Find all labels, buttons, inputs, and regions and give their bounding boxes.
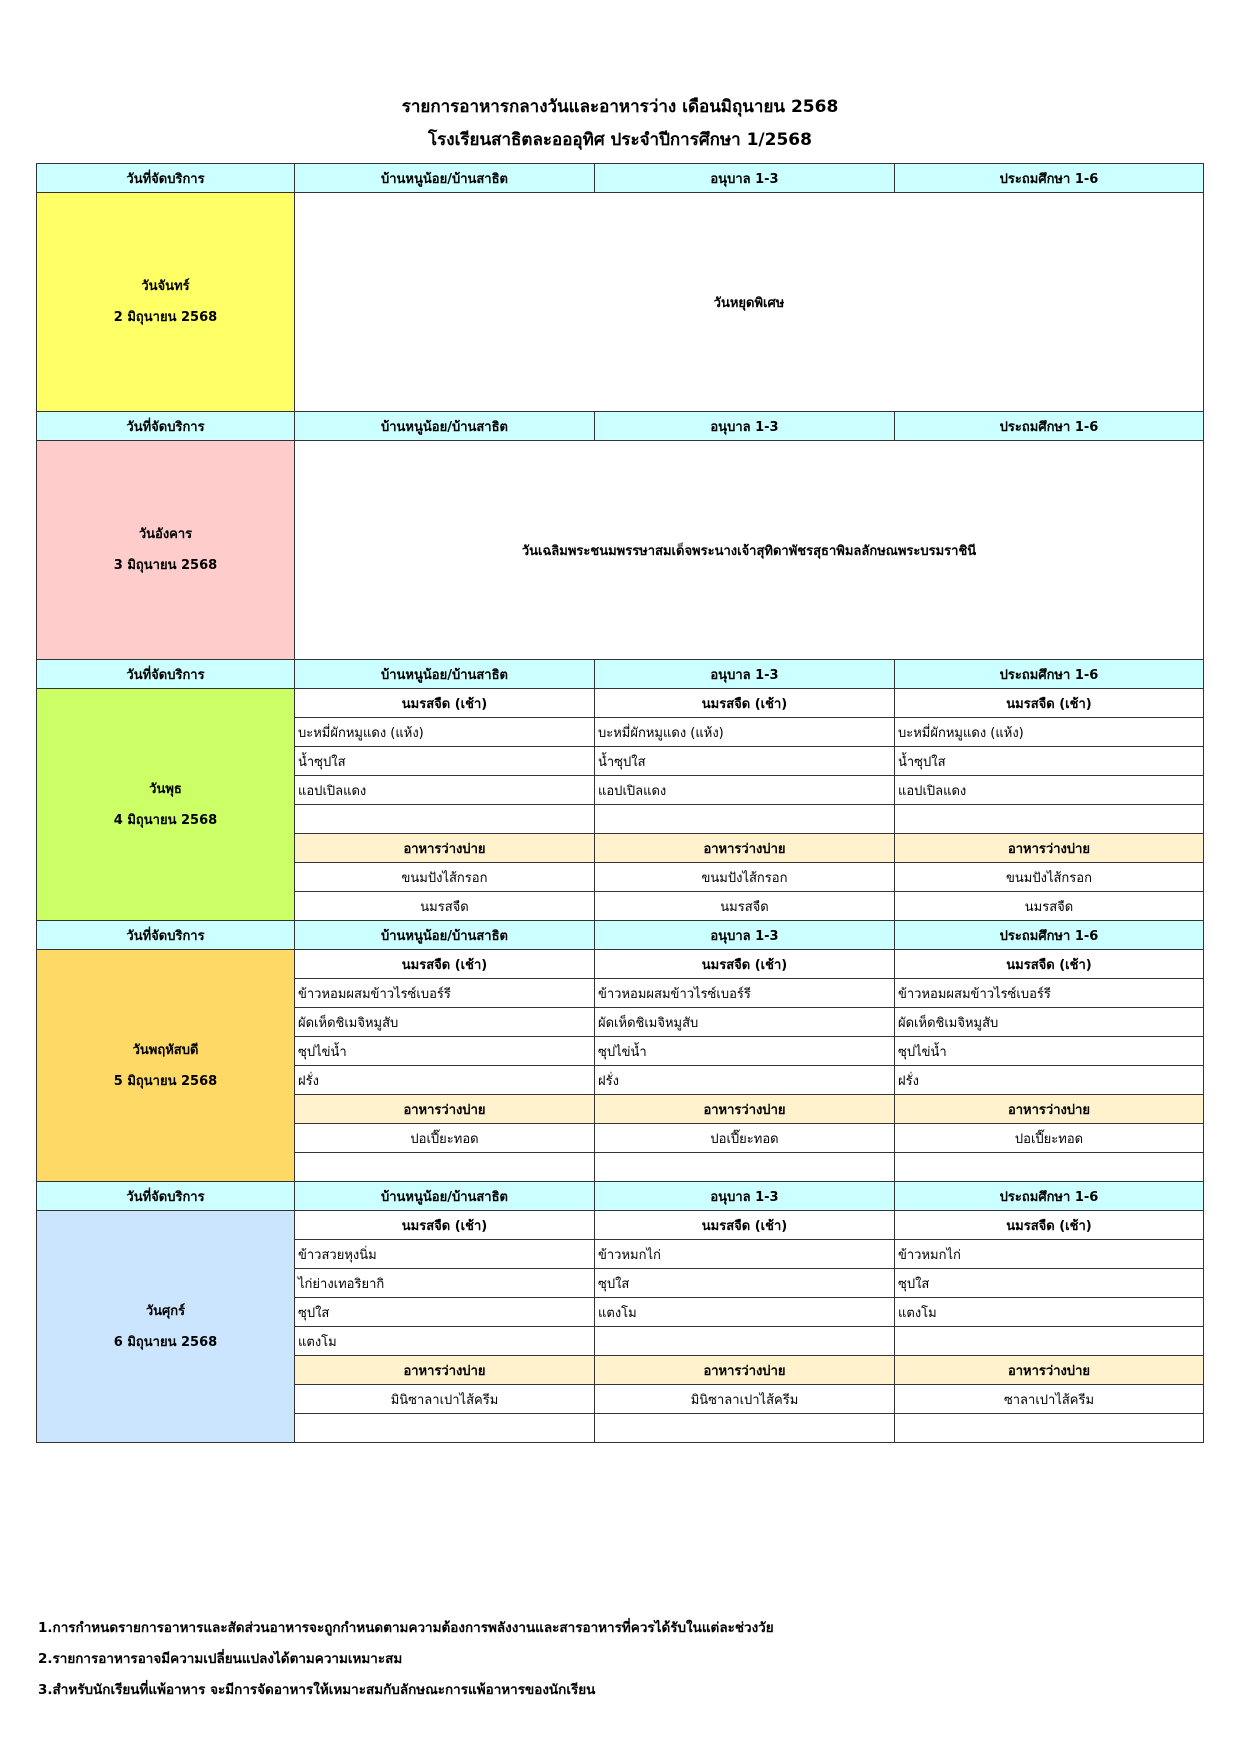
day-date: 4 มิถุนายน 2568	[113, 812, 218, 828]
lunch-item: ข้าวหมกไก่	[895, 1240, 1204, 1269]
header-col-3: ประถมศึกษา 1-6	[895, 1182, 1204, 1211]
header-row	[37, 1182, 1204, 1211]
lunch-item: บะหมี่ผักหมูแดง (แห้ง)	[295, 718, 595, 747]
lunch-item: ผัดเห็ดชิเมจิหมูสับ	[295, 1008, 595, 1037]
snack-item	[895, 1153, 1204, 1182]
lunch-menu-body	[37, 164, 1204, 1443]
lunch-item: ไก่ย่างเทอริยากิ	[295, 1269, 595, 1298]
day-name: วันพุธ	[149, 781, 182, 797]
lunch-item: ข้าวหอมผสมข้าวไรซ์เบอร์รี	[295, 979, 595, 1008]
lunch-item: แตงโม	[595, 1298, 895, 1327]
header-date: วันที่จัดบริการ	[37, 921, 295, 950]
page-title: รายการอาหารกลางวันและอาหารว่าง เดือนมิถุนายน 2568	[401, 97, 839, 117]
header-date: วันที่จัดบริการ	[37, 660, 295, 689]
header-col-2: อนุบาล 1-3	[595, 164, 895, 193]
lunch-item: น้ำซุปใส	[595, 747, 895, 776]
lunch-item	[895, 1327, 1204, 1356]
snack-item	[895, 1414, 1204, 1443]
day-cell-tuesday	[37, 441, 295, 660]
lunch-item: ซุปใส	[295, 1298, 595, 1327]
lunch-item: แอปเปิลแดง	[895, 776, 1204, 805]
lunch-item: ผัดเห็ดชิเมจิหมูสับ	[595, 1008, 895, 1037]
lunch-menu-table	[36, 163, 1204, 1443]
snack-item: ซาลาเปาไส้ครีม	[895, 1385, 1204, 1414]
snack-label: อาหารว่างบ่าย	[595, 1356, 895, 1385]
snack-item: นมรสจืด	[895, 892, 1204, 921]
note-item: 2.รายการอาหารอาจมีความเปลี่ยนแปลงได้ตามความเหมาะสม	[38, 1651, 403, 1667]
milk-morning-label: นมรสจืด (เช้า)	[295, 689, 595, 718]
lunch-item: ซุปใส	[595, 1269, 895, 1298]
header-col-2: อนุบาล 1-3	[595, 660, 895, 689]
header-row	[37, 164, 1204, 193]
snack-item	[595, 1414, 895, 1443]
milk-morning-label: นมรสจืด (เช้า)	[595, 1211, 895, 1240]
day-date: 5 มิถุนายน 2568	[113, 1073, 218, 1089]
day-name: วันอังคาร	[138, 527, 193, 542]
snack-item	[295, 1153, 595, 1182]
lunch-item	[595, 1327, 895, 1356]
snack-item: ขนมปังไส้กรอก	[595, 863, 895, 892]
header-col-3: ประถมศึกษา 1-6	[895, 660, 1204, 689]
lunch-item: แตงโม	[295, 1327, 595, 1356]
lunch-item: แตงโม	[895, 1298, 1204, 1327]
header-col-1: บ้านหนูน้อย/บ้านสาธิต	[295, 164, 595, 193]
lunch-item: ข้าวหอมผสมข้าวไรซ์เบอร์รี	[895, 979, 1204, 1008]
lunch-item: ข้าวหมกไก่	[595, 1240, 895, 1269]
snack-item: ปอเปี๊ยะทอด	[895, 1124, 1204, 1153]
day-name: วันศุกร์	[145, 1303, 186, 1319]
lunch-item: แอปเปิลแดง	[295, 776, 595, 805]
header-col-2: อนุบาล 1-3	[595, 921, 895, 950]
milk-morning-label: นมรสจืด (เช้า)	[895, 1211, 1204, 1240]
lunch-item: ฝรั่ง	[295, 1066, 595, 1095]
header-col-1: บ้านหนูน้อย/บ้านสาธิต	[295, 412, 595, 441]
milk-morning-label: นมรสจืด (เช้า)	[595, 689, 895, 718]
holiday-note: วันหยุดพิเศษ	[295, 193, 1204, 412]
snack-label: อาหารว่างบ่าย	[895, 1356, 1204, 1385]
lunch-item	[595, 805, 895, 834]
lunch-item: น้ำซุปใส	[895, 747, 1204, 776]
header-col-1: บ้านหนูน้อย/บ้านสาธิต	[295, 921, 595, 950]
lunch-item: แอปเปิลแดง	[595, 776, 895, 805]
lunch-item: ซุปใส	[895, 1269, 1204, 1298]
lunch-item	[895, 805, 1204, 834]
lunch-item: ผัดเห็ดชิเมจิหมูสับ	[895, 1008, 1204, 1037]
snack-item: ปอเปี๊ยะทอด	[595, 1124, 895, 1153]
menu-row	[37, 950, 1204, 979]
snack-item: มินิซาลาเปาไส้ครีม	[295, 1385, 595, 1414]
header-col-2: อนุบาล 1-3	[595, 1182, 895, 1211]
milk-morning-label: นมรสจืด (เช้า)	[295, 1211, 595, 1240]
note-item: 3.สำหรับนักเรียนที่แพ้อาหาร จะมีการจัดอาหารให้เหมาะสมกับลักษณะการแพ้อาหารของนักเรียน	[38, 1682, 596, 1698]
header-col-1: บ้านหนูน้อย/บ้านสาธิต	[295, 660, 595, 689]
header-row	[37, 921, 1204, 950]
lunch-item: ซุปไข่น้ำ	[895, 1037, 1204, 1066]
milk-morning-label: นมรสจืด (เช้า)	[295, 950, 595, 979]
snack-label: อาหารว่างบ่าย	[295, 834, 595, 863]
snack-item: ขนมปังไส้กรอก	[895, 863, 1204, 892]
header-col-1: บ้านหนูน้อย/บ้านสาธิต	[295, 1182, 595, 1211]
holiday-note: วันเฉลิมพระชนมพรรษาสมเด็จพระนางเจ้าสุทิดาพัชรสุธาพิมลลักษณพระบรมราชินี	[295, 441, 1204, 660]
snack-item	[295, 1414, 595, 1443]
snack-label: อาหารว่างบ่าย	[295, 1095, 595, 1124]
lunch-item	[295, 805, 595, 834]
snack-item: มินิซาลาเปาไส้ครีม	[595, 1385, 895, 1414]
day-date: 6 มิถุนายน 2568	[113, 1334, 218, 1350]
holiday-row	[37, 441, 1204, 660]
lunch-item: ข้าวสวยหุงนิ่ม	[295, 1240, 595, 1269]
snack-item: ขนมปังไส้กรอก	[295, 863, 595, 892]
header-col-3: ประถมศึกษา 1-6	[895, 164, 1204, 193]
header-col-2: อนุบาล 1-3	[595, 412, 895, 441]
header-date: วันที่จัดบริการ	[37, 1182, 295, 1211]
snack-label: อาหารว่างบ่าย	[595, 1095, 895, 1124]
menu-row	[37, 689, 1204, 718]
snack-label: อาหารว่างบ่าย	[595, 834, 895, 863]
day-cell-thursday	[37, 950, 295, 1182]
milk-morning-label: นมรสจืด (เช้า)	[595, 950, 895, 979]
lunch-item: ข้าวหอมผสมข้าวไรซ์เบอร์รี	[595, 979, 895, 1008]
note-item: 1.การกำหนดรายการอาหารและสัดส่วนอาหารจะถูกกำหนดตามความต้องการพลังงานและสารอาหารที่ควรได้รับในแต่ละช่วงวัย	[38, 1620, 774, 1636]
snack-item: นมรสจืด	[595, 892, 895, 921]
page-subtitle: โรงเรียนสาธิตละอออุทิศ ประจำปีการศึกษา 1/2568	[428, 130, 812, 150]
day-date: 2 มิถุนายน 2568	[113, 310, 218, 325]
milk-morning-label: นมรสจืด (เช้า)	[895, 689, 1204, 718]
lunch-item: บะหมี่ผักหมูแดง (แห้ง)	[895, 718, 1204, 747]
snack-item	[595, 1153, 895, 1182]
notes	[38, 1616, 774, 1709]
holiday-row	[37, 193, 1204, 412]
snack-item: ปอเปี๊ยะทอด	[295, 1124, 595, 1153]
day-cell-monday	[37, 193, 295, 412]
day-date: 3 มิถุนายน 2568	[113, 558, 218, 573]
day-name: วันจันทร์	[141, 279, 190, 294]
day-name: วันพฤหัสบดี	[132, 1042, 199, 1058]
header-col-3: ประถมศึกษา 1-6	[895, 921, 1204, 950]
lunch-item: ฝรั่ง	[895, 1066, 1204, 1095]
day-cell-friday	[37, 1211, 295, 1443]
lunch-item: บะหมี่ผักหมูแดง (แห้ง)	[595, 718, 895, 747]
milk-morning-label: นมรสจืด (เช้า)	[895, 950, 1204, 979]
menu-row	[37, 1211, 1204, 1240]
snack-label: อาหารว่างบ่าย	[895, 1095, 1204, 1124]
snack-label: อาหารว่างบ่าย	[895, 834, 1204, 863]
header-date: วันที่จัดบริการ	[37, 164, 295, 193]
lunch-item: ซุปไข่น้ำ	[595, 1037, 895, 1066]
lunch-item: ฝรั่ง	[595, 1066, 895, 1095]
snack-label: อาหารว่างบ่าย	[295, 1356, 595, 1385]
day-cell-wednesday	[37, 689, 295, 921]
header-row	[37, 660, 1204, 689]
header-date: วันที่จัดบริการ	[37, 412, 295, 441]
header-col-3: ประถมศึกษา 1-6	[895, 412, 1204, 441]
lunch-item: น้ำซุปใส	[295, 747, 595, 776]
lunch-item: ซุปไข่น้ำ	[295, 1037, 595, 1066]
header-row	[37, 412, 1204, 441]
snack-item: นมรสจืด	[295, 892, 595, 921]
